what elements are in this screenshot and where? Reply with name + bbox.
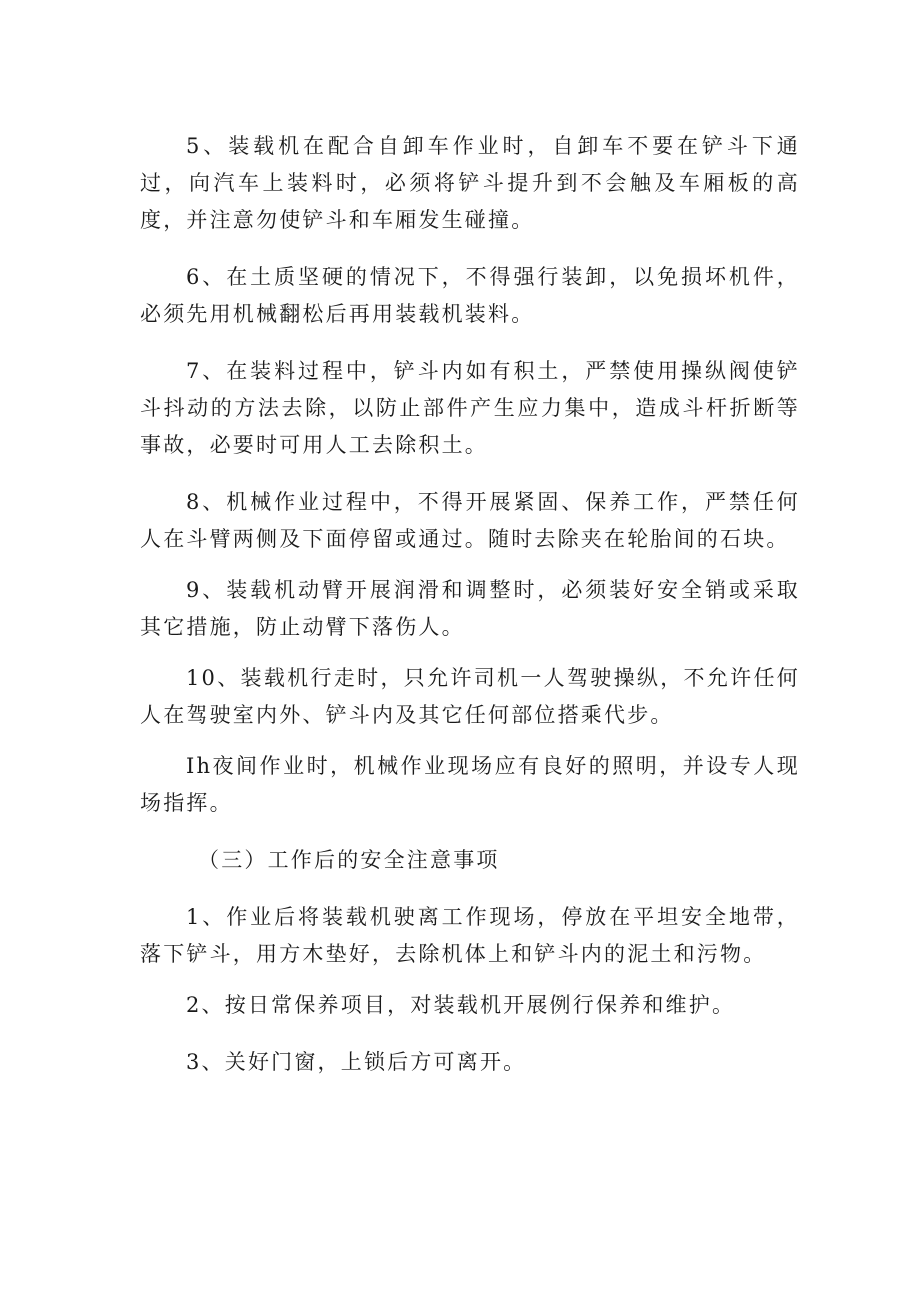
paragraph-item-8: 8、机械作业过程中，不得开展紧固、保养工作，严禁任何人在斗臂两侧及下面停留或通过。随时去除夹在轮胎间的石块。 [140, 490, 800, 551]
after-work-item-1: 1、作业后将装载机驶离工作现场，停放在平坦安全地带，落下铲斗，用方木垫好，去除机体上和铲斗内的泥土和污物。 [140, 905, 800, 966]
document-body [140, 128, 800, 1101]
paragraph-item-5: 5、装载机在配合自卸车作业时，自卸车不要在铲斗下通过，向汽车上装料时，必须将铲斗提升到不会触及车厢板的高度，并注意勿使铲斗和车厢发生碰撞。 [140, 134, 800, 232]
paragraph-item-9: 9、装载机动臂开展润滑和调整时，必须装好安全销或采取其它措施，防止动臂下落伤人。 [140, 578, 800, 639]
after-work-item-3: 3、关好门窗，上锁后方可离开。 [186, 1050, 527, 1074]
paragraph-item-6: 6、在土质坚硬的情况下，不得强行装卸，以免损坏机件，必须先用机械翻松后再用装载机装料。 [140, 265, 800, 326]
paragraph-item-10: 10、装载机行走时，只允许司机一人驾驶操纵，不允许任何人在驾驶室内外、铲斗内及其它任何部位搭乘代步。 [140, 666, 800, 727]
section-heading: （三）工作后的安全注意事项 [198, 848, 500, 872]
paragraph-item-11: Ih夜间作业时，机械作业现场应有良好的照明，并设专人现场指挥。 [140, 754, 800, 815]
paragraph-item-7: 7、在装料过程中，铲斗内如有积土，严禁使用操纵阀使铲斗抖动的方法去除，以防止部件产生应力集中，造成斗杆折断等事故，必要时可用人工去除积土。 [140, 359, 800, 457]
after-work-item-2: 2、按日常保养项目，对装载机开展例行保养和维护。 [186, 993, 736, 1017]
